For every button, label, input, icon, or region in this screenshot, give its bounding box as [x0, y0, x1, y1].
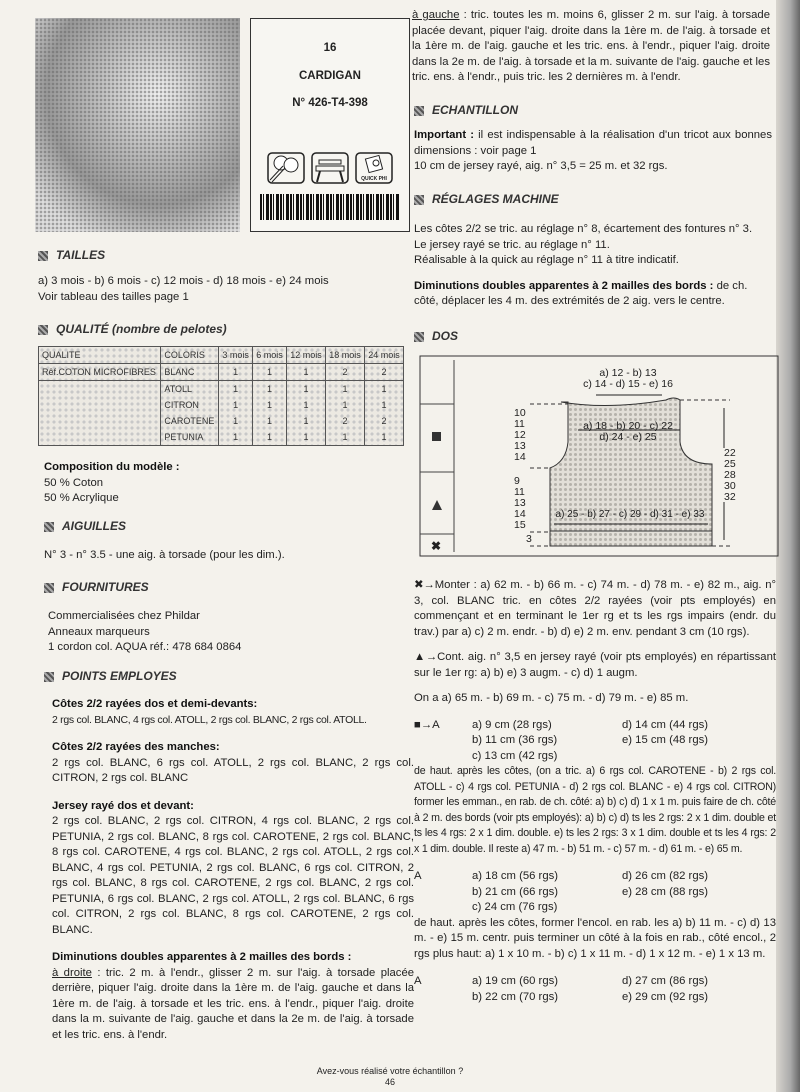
diagram-number: 9: [514, 475, 520, 487]
stitch-title: Jersey rayé dos et devant:: [52, 799, 194, 812]
quantity-cell: 1: [219, 397, 253, 413]
diagram-label: a) 12 - b) 13: [599, 367, 657, 379]
color-cell: BLANC: [161, 364, 219, 381]
heading-qualite: [38, 322, 227, 338]
diagram-label: c) 14 - d) 15 - e) 16: [583, 378, 673, 390]
heading-text: ECHANTILLON: [432, 103, 518, 117]
heading-text: RÉGLAGES MACHINE: [432, 192, 559, 206]
quantity-cell: 2: [364, 364, 403, 381]
measure-block: [414, 974, 776, 1005]
table-header-row: [39, 347, 403, 364]
bullet-icon: [414, 106, 424, 116]
diagram-number: 11: [514, 418, 525, 430]
quantity-cell: 1: [286, 381, 325, 398]
table-row: [39, 381, 403, 398]
page-number: 46: [384, 1077, 395, 1087]
quantity-cell: 1: [219, 429, 253, 445]
quality-table: [38, 346, 404, 446]
measure-item: e) 29 cm (92 rgs): [622, 990, 709, 1003]
machine-text: Le jersey rayé se tric. au réglage n° 11.: [414, 238, 610, 251]
important-label: Important :: [414, 129, 474, 141]
measure-item: b) 21 cm (66 rgs): [472, 885, 559, 898]
measure-item: c) 24 cm (76 rgs): [472, 901, 558, 913]
diagram-number: 14: [514, 451, 526, 463]
sizes-list: a) 3 mois - b) 6 mois - c) 12 mois - d) 18 mois - e) 24 mois: [38, 275, 329, 287]
baby-photo: [35, 18, 240, 232]
gauge-text: il est indispensable à la réalisation d'un tricot aux bonnes dimensions : voir page 1: [414, 129, 772, 157]
color-cell: ATOLL: [161, 381, 219, 398]
triangle-marker-icon: [432, 500, 442, 510]
stitch-text: 2 rgs col. BLANC, 2 rgs col. CITRON, 4 rgs col. BLANC, 2 rgs col. PETUNIA, 2 rgs col. BLANC, 8 rgs col. CAROTENE, 2 rgs col. BLANC, 8 rgs col. CAROTENE, 4 rgs col. BLANC, 2 rgs col. ATOLL, 2 rgs col. BLANC, 4 rgs col. PETUNIA, 2 rgs col. BLANC, 6 rgs col. CITRON, 2 rgs col. BLANC, 8 rgs col. CAROTENE, 2 rgs col. BLANC, 2 rgs col. PETUNIA, 6 rgs col. BLANC, 2 rgs col. ATOLL, 2 rgs col. BLANC, 6 rgs col. CITRON, 2 rgs col. BLANC, 8 rgs col. CAROTENE, 2 rgs col. BLANC.: [52, 815, 414, 936]
quality-cell: [39, 429, 161, 445]
diagram-number: 22: [724, 447, 736, 459]
gauge-text: 10 cm de jersey rayé, aig. n° 3,5 = 25 m. et 32 rgs.: [414, 160, 668, 172]
dos-instructions: [414, 578, 776, 1005]
yarn-needles-icon: [267, 152, 305, 184]
diagram-number: 13: [514, 440, 526, 452]
quantity-cell: 1: [325, 429, 364, 445]
table-row: [39, 364, 403, 381]
pattern-title: CARDIGAN: [299, 69, 361, 82]
cross-marker-icon: ✖: [431, 539, 442, 553]
quality-cell: [39, 397, 161, 413]
color-cell: PETUNIA: [161, 429, 219, 445]
column-header: 6 mois: [253, 347, 287, 364]
heading-text: TAILLES: [56, 248, 106, 262]
stitch-title: Côtes 2/2 rayées des manches:: [52, 741, 220, 753]
column-header: 24 mois: [364, 347, 403, 364]
footer-question: Avez-vous réalisé votre échantillon ?: [316, 1066, 464, 1076]
svg-text:QUICK PHI: QUICK PHI: [361, 175, 387, 182]
column-header: COLORIS: [161, 347, 219, 364]
instruction-cast-on: ✖→Monter : a) 62 m. - b) 66 m. - c) 74 m. - d) 78 m. - e) 82 m., aig. n° 3, col. BLANC tric. en côtes 2/2 rayées (voir pts employés) en commençant et en terminant le 1er rg et ts les rgs impairs (endr. du trav.) par a) c) 2 m. endr. - b) d) e) 2 m. env. pendant 3 cm (10 rgs).: [414, 579, 776, 638]
quantity-cell: 1: [253, 364, 287, 381]
measure-item: a) 19 cm (60 rgs): [472, 975, 559, 987]
stitch-title: Diminutions doubles apparentes à 2 mailles des bords :: [52, 951, 352, 963]
column-header: 18 mois: [325, 347, 364, 364]
quantity-cell: 1: [364, 381, 403, 398]
diagram-label: 3: [526, 533, 532, 545]
quantity-cell: 1: [219, 413, 253, 429]
heading-text: AIGUILLES: [62, 519, 127, 533]
quantity-cell: 1: [364, 397, 403, 413]
table-row: [39, 429, 403, 445]
diagram-number: 25: [724, 458, 736, 470]
color-cell: CAROTENE: [161, 413, 219, 429]
quantity-cell: 1: [286, 397, 325, 413]
quantity-cell: 1: [253, 429, 287, 445]
diagram-number: 28: [724, 469, 736, 481]
quick-phi-icon: [355, 152, 393, 184]
heading-tailles: [38, 248, 105, 264]
stitch-text: : tric. 2 m. à l'endr., glisser 2 m. sur l'aig. à torsade placée derrière, piquer l'aig. droite dans la 1ère m. de l'aig. gauche et dans la 1ère m. de l'aig. à torsade et les tric. ens. à l'endr., piquer l'aig. droite dans la m. suivante de l'aig. gauche et dans la 2e m. de l'aig. à torsade et les tric. ens. à l'endr.: [52, 966, 415, 1041]
instruction-armholes: de haut. après les côtes, (on a tric. a) 6 rgs col. CAROTENE - b) 2 rgs col. ATOLL - c) 4 rgs col. PETUNIA - d) 2 rgs col. BLANC - e) 4 rgs col. CITRON) former les emman., en rab. de ch. côté: a) b) c) d) 1 x 1 m. puis faire de ch. côté à 2 m. des bords (voir pts employés): a) b) c) d) ts les 2 rgs: 2 x 1 dim. double et ts les 4 rgs: 2 x 1 dim. double. e) ts les 2 rgs: 3 x 1 dim. double et ts les 4 rgs: 2 x 1 dim. double. Il reste a) 47 m. - b) 51 m. - c) 57 m. - d) 61 m. - e) 65 m.: [414, 765, 776, 855]
stitch-text: 2 rgs col. BLANC, 4 rgs col. ATOLL, 2 rgs col. BLANC, 2 rgs col. ATOLL.: [52, 713, 367, 726]
heading-text: QUALITÉ (nombre de pelotes): [56, 322, 227, 336]
heading-aiguilles: [44, 519, 126, 535]
stitch-text: 2 rgs col. BLANC, 6 rgs col. ATOLL, 2 rgs col. BLANC, 2 rgs col. CITRON, 2 rgs col. BLANC: [52, 756, 414, 784]
quantity-cell: 1: [253, 413, 287, 429]
quantity-cell: 1: [286, 429, 325, 445]
measure-block: [414, 718, 776, 765]
quantity-cell: 1: [286, 413, 325, 429]
diagram-number: 14: [514, 508, 526, 520]
diagram-number: 30: [724, 480, 736, 492]
stitch-subtitle: à gauche: [412, 9, 460, 21]
column-header: 12 mois: [286, 347, 325, 364]
quantity-cell: 1: [219, 364, 253, 381]
decrease-text: de ch. côté, déplacer les 4 m. des extrémités de 2 aig. vers le centre.: [414, 279, 748, 307]
pattern-number: 16: [323, 42, 337, 54]
heading-reglages: [414, 192, 559, 208]
instruction-neckline: de haut. après les côtes, former l'encol. en rab. les a) b) 11 m. - c) d) 13 m. - e) 15 m. centr. puis terminer un côté à la fois en rab., côté encol., 2 rgs plus haut: a) 1 x 10 m. - b) c) 1 x 11 m. - d) 1 x 12 m. - e) 1 x 13 m.: [414, 916, 776, 960]
quality-cell: [39, 413, 161, 429]
color-cell: CITRON: [161, 397, 219, 413]
footer: [0, 1066, 780, 1088]
quantity-cell: 1: [364, 429, 403, 445]
quantity-cell: 1: [253, 381, 287, 398]
instruction-continue: ▲→Cont. aig. n° 3,5 en jersey rayé (voir pts employés) en répartissant sur le 1er rg: a) b) e) 3 augm. - c) d) 1 augm.: [414, 651, 776, 679]
diagram-label: a) 18 - b) 20 - c) 22: [583, 420, 673, 432]
supplies-line: 1 cordon col. AQUA réf.: 478 684 0864: [48, 641, 242, 653]
quantity-cell: 1: [286, 364, 325, 381]
back-schematic-diagram: [418, 352, 780, 558]
bullet-icon: [44, 583, 54, 593]
measure-item: d) 26 cm (82 rgs): [622, 870, 709, 882]
stitch-title: Côtes 2/2 rayées dos et demi-devants:: [52, 698, 258, 710]
heading-fournitures: [44, 580, 149, 596]
measure-item: c) 13 cm (42 rgs): [472, 749, 558, 762]
quantity-cell: 1: [325, 381, 364, 398]
bullet-icon: [414, 195, 424, 205]
needles-text: N° 3 - n° 3.5 - une aig. à torsade (pour les dim.).: [44, 549, 285, 561]
column-header: 3 mois: [219, 347, 253, 364]
bullet-icon: [44, 672, 54, 682]
instruction-stitch-count: On a a) 65 m. - b) 69 m. - c) 75 m. - d) 79 m. - e) 85 m.: [414, 692, 689, 704]
square-marker-icon: [432, 432, 441, 441]
heading-text: POINTS EMPLOYES: [62, 669, 177, 683]
diagram-number: 32: [724, 491, 736, 503]
composition-title: Composition du modèle :: [44, 461, 180, 473]
measure-lead: ■→A: [414, 718, 440, 731]
quantity-cell: 1: [219, 381, 253, 398]
measure-item: d) 14 cm (44 rgs): [622, 718, 709, 731]
machine-text: Les côtes 2/2 se tric. au réglage n° 8, écartement des fontures n° 3.: [414, 223, 753, 235]
heading-dos: [414, 329, 458, 345]
stitch-subtitle: à droite: [52, 966, 92, 979]
composition-line: 50 % Coton: [44, 476, 104, 489]
table-row: [39, 413, 403, 429]
quantity-cell: 2: [325, 413, 364, 429]
knitting-machine-icon: [311, 152, 349, 184]
bullet-icon: [414, 332, 424, 342]
measure-item: e) 15 cm (48 rgs): [622, 734, 709, 746]
measure-lead: A: [414, 975, 422, 987]
heading-text: DOS: [432, 329, 459, 343]
quantity-cell: 2: [364, 413, 403, 429]
quantity-cell: 2: [325, 364, 364, 381]
diagram-number: 13: [514, 497, 526, 509]
machine-text: Réalisable à la quick au réglage n° 11 à titre indicatif.: [414, 254, 679, 266]
sizes-note: Voir tableau des tailles page 1: [38, 290, 189, 303]
table-row: [39, 397, 403, 413]
composition-line: 50 % Acrylique: [44, 492, 119, 504]
heading-points: [44, 669, 177, 685]
measure-item: a) 18 cm (56 rgs): [472, 870, 559, 882]
diagram-number: 11: [514, 486, 525, 498]
measure-item: d) 27 cm (86 rgs): [622, 975, 709, 987]
supplies-line: Anneaux marqueurs: [48, 625, 150, 638]
quantity-cell: 1: [253, 397, 287, 413]
quality-cell: Rêf.COTON MICROFIBRES: [39, 364, 161, 381]
heading-echantillon: [414, 103, 518, 119]
heading-text: FOURNITURES: [62, 580, 149, 594]
supplies-line: Commercialisées chez Phildar: [48, 610, 200, 622]
diagram-number: 15: [514, 519, 526, 531]
measure-block: [414, 869, 776, 916]
measure-lead: A: [414, 870, 422, 882]
barcode: [260, 194, 400, 220]
decrease-title: Diminutions doubles apparentes à 2 mailles des bords :: [414, 279, 714, 292]
measure-item: b) 22 cm (70 rgs): [472, 990, 559, 1003]
diagram-label: a) 25 - b) 27 - c) 29 - d) 31 - e) 33: [555, 509, 705, 520]
diagram-number: 12: [514, 429, 526, 441]
quality-cell: [39, 381, 161, 398]
bullet-icon: [44, 522, 54, 532]
pattern-ref: N° 426-T4-398: [292, 97, 368, 109]
measure-item: e) 28 cm (88 rgs): [622, 885, 709, 898]
column-header: QUALITE: [39, 347, 161, 364]
stitch-text: : tric. toutes les m. moins 6, glisser 2 m. sur l'aig. à torsade placée devant, piquer l'aig. droite dans la 1ère m. de l'aig. à torsade et la 1ère m. de l'aig. gauche et les tric. ens. à l'endr., piquer l'aig. droite dans la 2e m. de l'aig. à torsade et la m. suivante de l'aig. gauche et les tric. ens. à l'endr., puis tric. les 2 dernières m. à l'endr.: [412, 9, 770, 83]
bullet-icon: [38, 325, 48, 335]
diagram-number: 10: [514, 407, 526, 419]
diagram-label: d) 24 - e) 25: [599, 431, 657, 443]
quantity-cell: 1: [325, 397, 364, 413]
measure-item: b) 11 cm (36 rgs): [472, 734, 558, 746]
bullet-icon: [38, 251, 48, 261]
pattern-info-card: [250, 18, 410, 232]
measure-item: a) 9 cm (28 rgs): [472, 718, 552, 731]
